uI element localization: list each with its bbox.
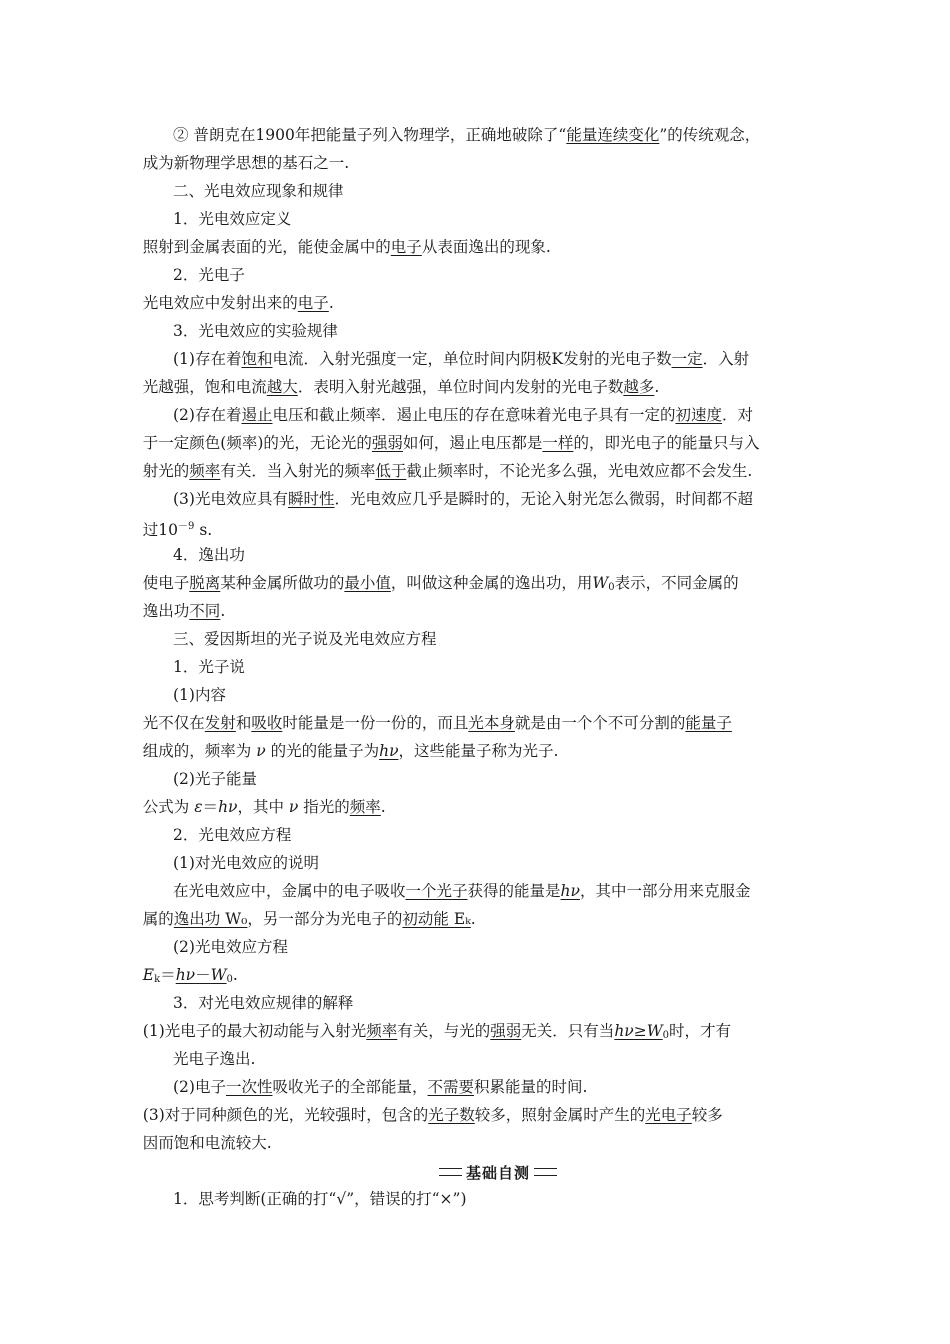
- text-run: 电流．入射光强度一定，单位时间内阴极K发射的光电子数: [272, 350, 672, 368]
- text-run: 于一定颜色(频率)的光，无论光的: [142, 434, 372, 452]
- text-run: .: [470, 910, 476, 928]
- text-run: 4．逸出功: [173, 546, 245, 564]
- underlined-answer: 遏止: [241, 406, 273, 424]
- text-line: [173, 877, 819, 905]
- underlined-answer: 强弱: [490, 1022, 522, 1040]
- text-line: [173, 121, 819, 149]
- underlined-answer: 发射: [204, 714, 236, 732]
- underlined-answer: 脱离: [189, 574, 221, 592]
- text-run: 吸收光子的全部能量，: [272, 1078, 428, 1096]
- text-run: 2．光电子: [173, 266, 245, 284]
- text-run: 电压和截止频率．遏止电压的存在意味着光电子具有一定的: [272, 406, 676, 424]
- text-run: 截止频率时，不论光多么强，光电效应都不会发生.: [406, 462, 753, 480]
- text-run: .: [328, 294, 334, 312]
- text-run: ，其中: [237, 798, 289, 816]
- text-line: [173, 653, 819, 681]
- text-run: 就是由一个个不可分割的: [514, 714, 686, 732]
- text-line: [143, 149, 819, 177]
- text-run: 光越强，饱和电流: [142, 378, 267, 396]
- text-run: 光电子逸出.: [173, 1050, 256, 1068]
- text-run: (1)光电子的最大初动能与入射光: [142, 1022, 367, 1040]
- underlined-formula: hν: [560, 882, 580, 900]
- text-line: [143, 373, 819, 401]
- text-run: 二、光电效应现象和规律: [173, 182, 344, 200]
- text-run: 和: [235, 714, 252, 732]
- underlined-answer: 不需要: [427, 1078, 475, 1096]
- underlined-answer: 频率: [189, 462, 221, 480]
- underlined-answer: 能量子: [685, 714, 732, 732]
- text-run: 较多: [691, 1106, 723, 1124]
- text-run: 射光的: [142, 462, 190, 480]
- text-run: .: [654, 378, 660, 396]
- text-line: [173, 177, 819, 205]
- text-run: 如何，遏止电压都是: [402, 434, 543, 452]
- math-symbol: W: [592, 574, 609, 592]
- text-line: [143, 513, 819, 541]
- text-run: ，另一部分为光电子的: [247, 910, 403, 928]
- text-run: 1．光电效应定义: [173, 210, 292, 228]
- text-run: 无关．只有当: [521, 1022, 615, 1040]
- underlined-answer: 越大: [266, 378, 298, 396]
- text-run: 获得的能量是: [467, 882, 561, 900]
- text-run: 指光的: [298, 798, 350, 816]
- text-run: 公式为: [142, 798, 195, 816]
- text-line: [143, 961, 819, 989]
- text-run: 的光的能量子为: [265, 742, 380, 760]
- underlined-answer: －: [195, 966, 211, 984]
- underlined-answer: 一个光子: [405, 882, 468, 900]
- text-run: 3．对光电效应规律的解释: [173, 994, 354, 1012]
- text-run: 较多，照射金属时产生的: [474, 1106, 646, 1124]
- text-run: 2．光电效应方程: [173, 826, 292, 844]
- underlined-answer: 低于: [375, 462, 407, 480]
- text-run: 属的: [142, 910, 174, 928]
- text-line: [143, 793, 819, 821]
- text-run: ．入射: [702, 350, 750, 368]
- underlined-formula: hν: [379, 742, 399, 760]
- text-run: .: [380, 798, 386, 816]
- math-symbol: hν: [218, 798, 238, 816]
- text-line: [173, 989, 819, 1017]
- text-run: 照射到金属表面的光，能使金属中的: [142, 238, 391, 256]
- underlined-answer: 频率: [366, 1022, 398, 1040]
- underlined-answer: 一样: [542, 434, 574, 452]
- banner-rule-left: [439, 1168, 462, 1176]
- text-run: 使电子: [142, 574, 190, 592]
- banner-rule-right: [534, 1168, 557, 1176]
- text-run: ，其中一部分用来克服金: [579, 882, 751, 900]
- banner-label: 基础自测: [466, 1163, 531, 1182]
- text-line: [173, 765, 819, 793]
- text-run: (1)对光电效应的说明: [173, 854, 319, 872]
- underlined-answer: 一定: [671, 350, 703, 368]
- text-line: [173, 821, 819, 849]
- subscript: 0: [608, 582, 615, 593]
- underlined-answer: 能量连续变化: [566, 126, 660, 144]
- text-run: 表示，不同金属的: [614, 574, 739, 592]
- math-symbol: ν: [288, 798, 299, 816]
- text-run: 在光电效应中，金属中的电子吸收: [173, 882, 406, 900]
- text-line: [173, 541, 819, 569]
- underlined-formula: hν≥W: [614, 1022, 663, 1040]
- text-line: [173, 849, 819, 877]
- text-line: [173, 625, 819, 653]
- text-line: [173, 681, 819, 709]
- text-run: ＝: [202, 798, 219, 816]
- text-run: 因而饱和电流较大.: [142, 1134, 272, 1152]
- text-run: .: [220, 602, 226, 620]
- text-line: [143, 737, 819, 765]
- text-run: 有关，与光的: [397, 1022, 491, 1040]
- underlined-answer: 电子: [390, 238, 422, 256]
- text-run: 过10: [142, 521, 179, 539]
- text-line: [143, 429, 819, 457]
- underlined-answer: 一次性: [225, 1078, 273, 1096]
- text-run: s.: [194, 521, 213, 539]
- text-line: [143, 597, 819, 625]
- text-run: ＝: [160, 966, 176, 984]
- text-run: (3)对于同种颜色的光，光较强时，包含的: [142, 1106, 429, 1124]
- text-run: 从表面逸出的现象.: [421, 238, 551, 256]
- text-run: (2)存在着: [173, 406, 242, 424]
- text-line: [143, 289, 819, 317]
- text-line: [143, 1017, 819, 1045]
- underlined-answer: 吸收: [251, 714, 283, 732]
- text-line: [143, 1129, 819, 1157]
- text-line: [173, 933, 819, 961]
- superscript: －9: [178, 521, 195, 532]
- text-run: 时，才有: [669, 1022, 732, 1040]
- text-run: 成为新物理学思想的基石之一.: [142, 154, 350, 172]
- text-run: ．光电效应几乎是瞬时的，无论入射光怎么微弱，时间都不超: [334, 490, 753, 508]
- underlined-answer: 瞬时性: [287, 490, 335, 508]
- underlined-formula: W: [210, 966, 227, 984]
- text-run: 组成的，频率为: [142, 742, 257, 760]
- text-line: [143, 233, 819, 261]
- text-line: [173, 317, 819, 345]
- text-run: ．对: [722, 406, 754, 424]
- underlined-answer: 强弱: [371, 434, 403, 452]
- subscript: k: [154, 974, 161, 985]
- text-run: 积累能量的时间.: [474, 1078, 588, 1096]
- text-run: ．表明入射光越强，单位时间内发射的光电子数: [297, 378, 624, 396]
- question-line: 1．思考判断(正确的打“√”，错误的打“×”): [173, 1190, 467, 1208]
- underlined-answer: 饱和: [241, 350, 273, 368]
- text-run: (2)电子: [173, 1078, 226, 1096]
- text-line: [173, 485, 819, 513]
- underlined-answer: 光电子: [645, 1106, 692, 1124]
- text-line: [143, 457, 819, 485]
- text-run: (2)光子能量: [173, 770, 257, 788]
- text-run: 光电效应中发射出来的: [142, 294, 298, 312]
- text-run: 时能量是一份一份的，而且: [282, 714, 469, 732]
- document-body: [142, 121, 819, 1157]
- underlined-answer: 初动能 Eₖ: [402, 910, 471, 928]
- text-run: ② 普朗克在1900年把能量子列入物理学，正确地破除了“: [173, 126, 567, 144]
- text-line: [173, 205, 819, 233]
- text-run: ，这些能量子称为光子.: [398, 742, 559, 760]
- text-run: 1．光子说: [173, 658, 245, 676]
- text-run: 有关．当入射光的频率: [220, 462, 376, 480]
- text-line: [173, 345, 819, 373]
- text-line: [173, 1073, 819, 1101]
- question-line-wrap: [173, 1185, 819, 1213]
- text-run: 3．光电效应的实验规律: [173, 322, 338, 340]
- text-run: 逸出功: [142, 602, 190, 620]
- text-line: [173, 1045, 819, 1073]
- underlined-answer: 电子: [297, 294, 329, 312]
- text-run: (1)内容: [173, 686, 226, 704]
- text-run: 的，即光电子的能量只与入: [573, 434, 760, 452]
- text-line: [143, 905, 819, 933]
- underlined-answer: 越多: [623, 378, 655, 396]
- math-symbol: ν: [256, 742, 266, 760]
- underlined-answer: 光子数: [428, 1106, 475, 1124]
- text-run: (1)存在着: [173, 350, 242, 368]
- text-run: 三、爱因斯坦的光子说及光电效应方程: [173, 630, 437, 648]
- underlined-answer: 频率: [349, 798, 381, 816]
- text-line: [143, 709, 819, 737]
- text-run: 某种金属所做功的: [220, 574, 345, 592]
- underlined-formula: hν: [175, 966, 196, 984]
- math-symbol: E: [142, 966, 155, 984]
- math-symbol: ε: [194, 798, 203, 816]
- section-banner: [439, 1160, 557, 1184]
- underlined-answer: 光本身: [468, 714, 515, 732]
- underlined-answer: 最小值: [344, 574, 391, 592]
- text-run: (3)光电效应具有: [173, 490, 288, 508]
- text-line: [173, 261, 819, 289]
- text-run: (2)光电效应方程: [173, 938, 288, 956]
- subscript: 0: [662, 1030, 670, 1041]
- text-line: [143, 1101, 819, 1129]
- text-run: 光不仅在: [142, 714, 205, 732]
- text-run: ，叫做这种金属的逸出功，用: [390, 574, 593, 592]
- underlined-answer: 逸出功 W₀: [173, 910, 248, 928]
- text-line: [143, 569, 819, 597]
- underlined-answer: 初速度: [675, 406, 723, 424]
- text-run: ”的传统观念，: [659, 126, 761, 144]
- underlined-answer: 不同: [189, 602, 221, 620]
- text-line: [173, 401, 819, 429]
- text-run: .: [232, 966, 238, 984]
- subscript: 0: [226, 974, 233, 985]
